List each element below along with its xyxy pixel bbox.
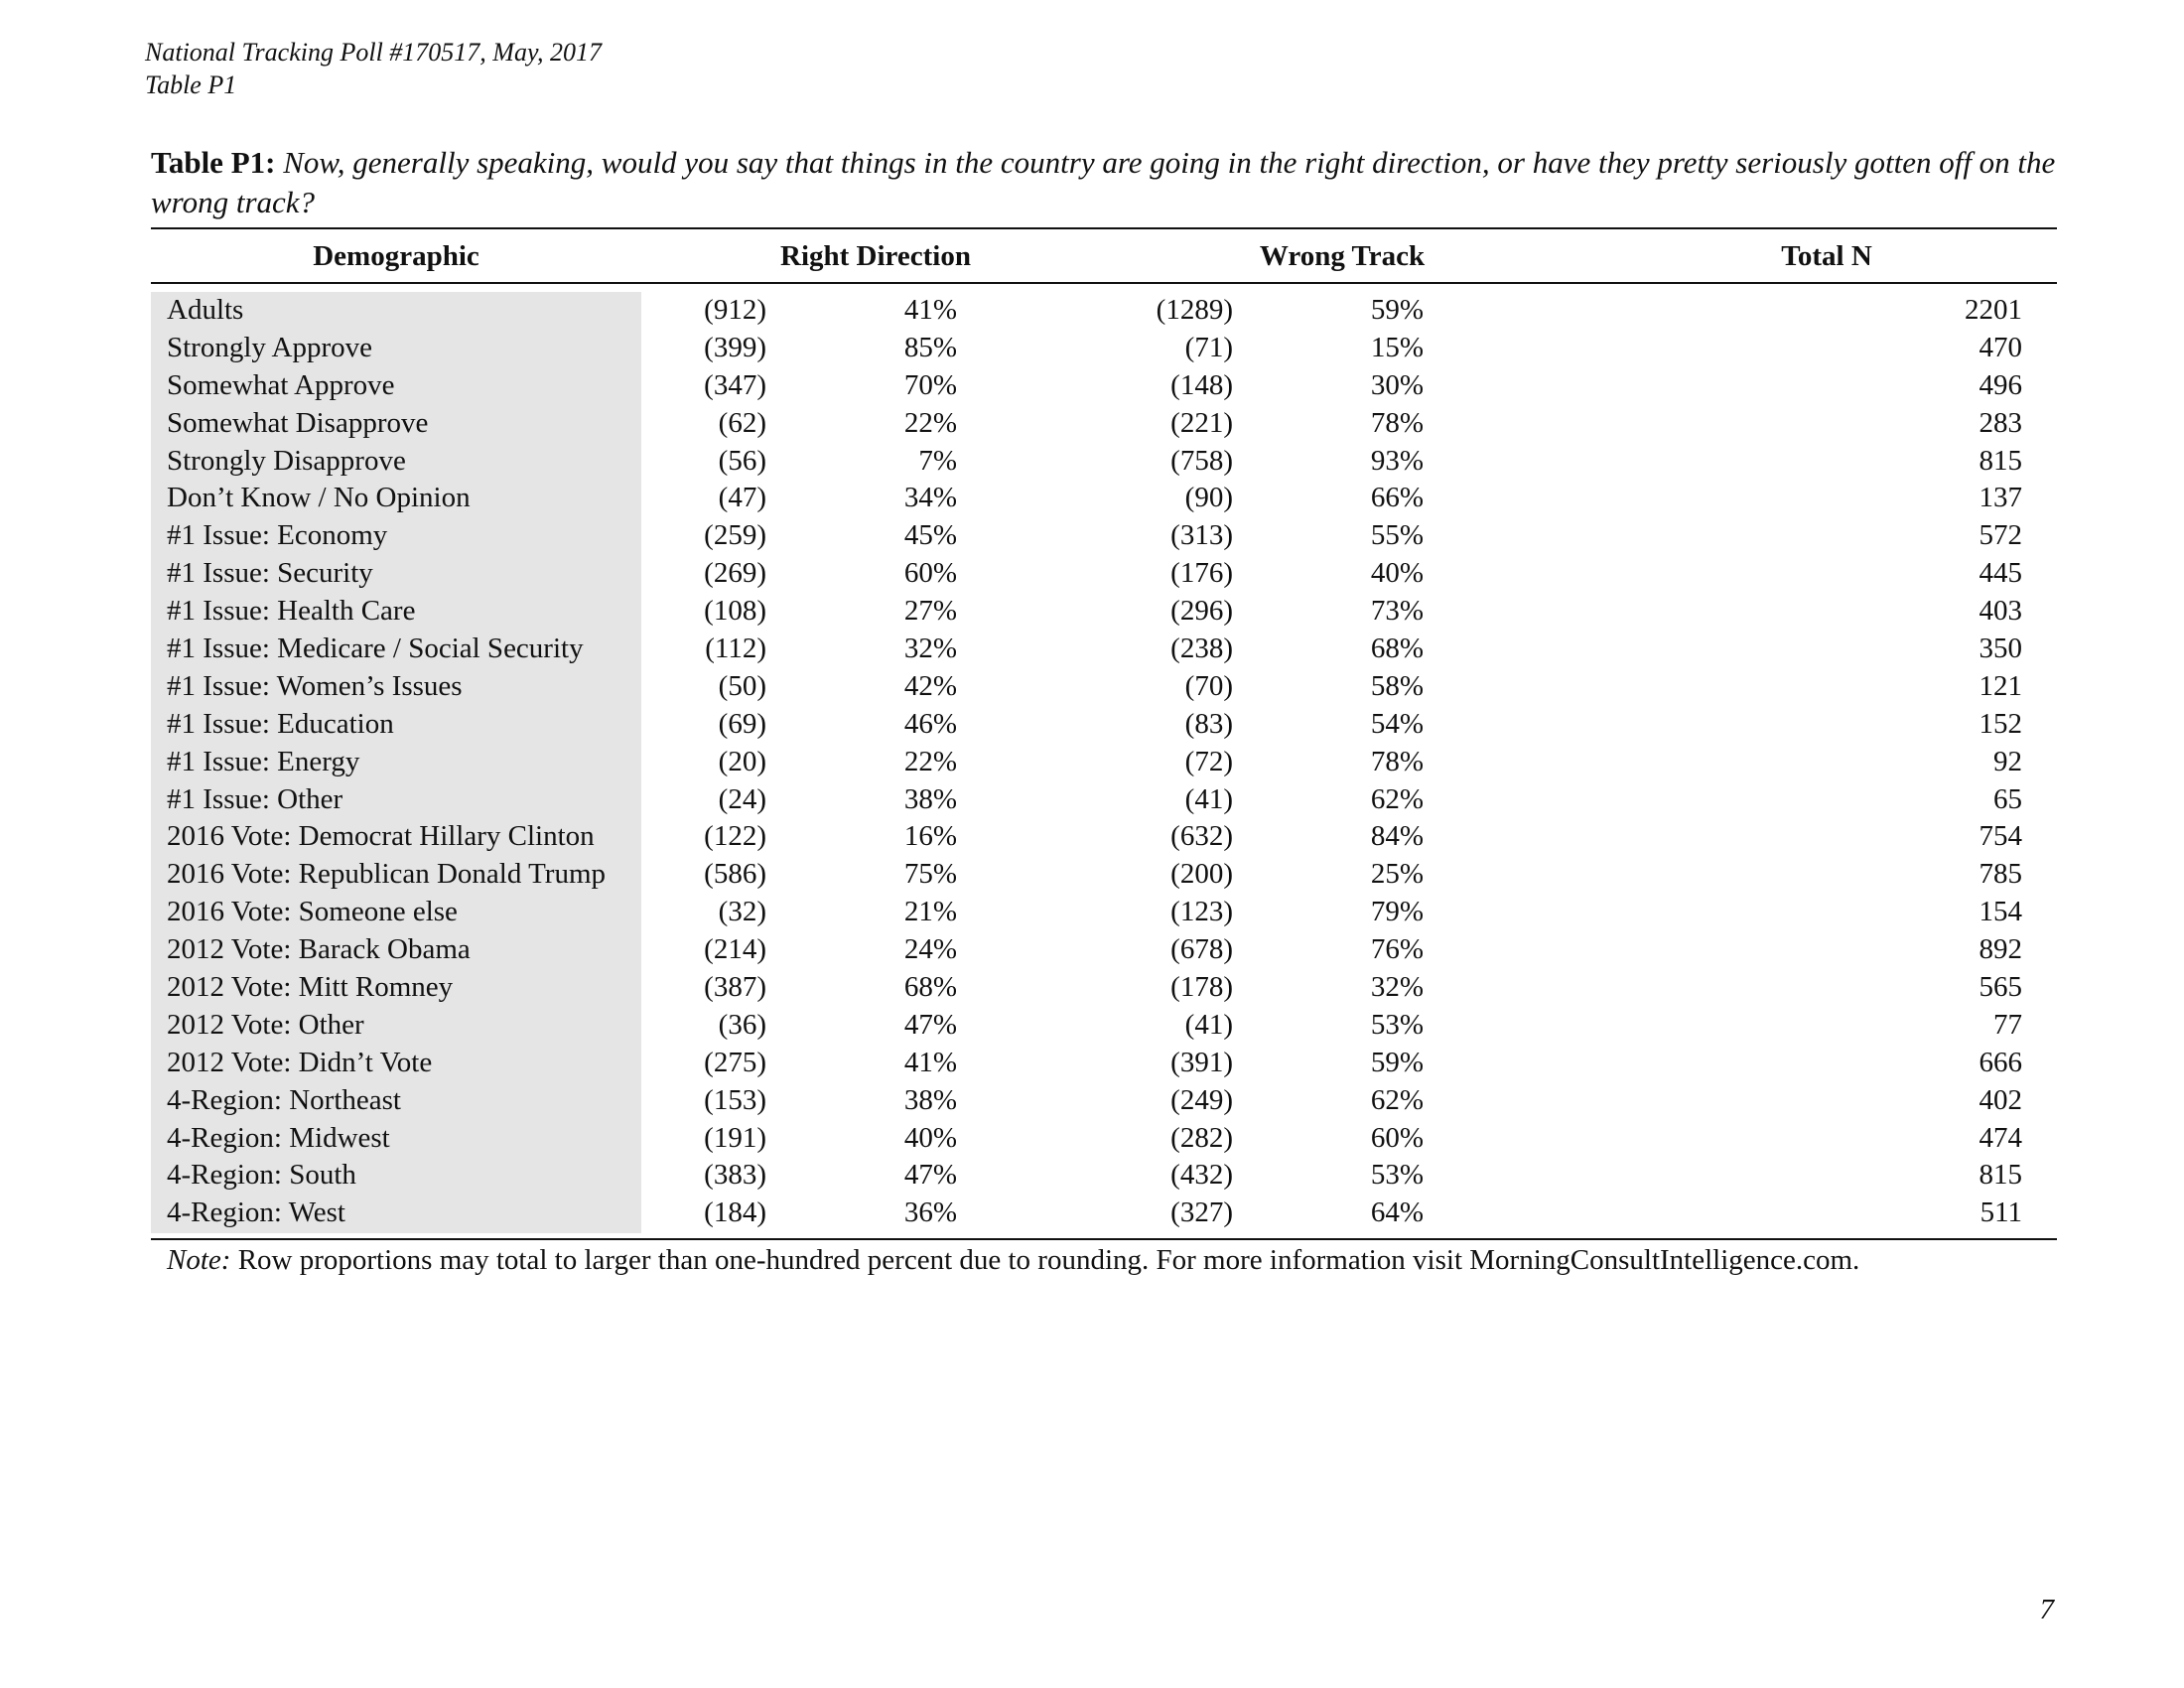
table-row <box>151 292 2057 330</box>
wrong-track-pct: 66% <box>1370 482 1424 514</box>
table-body <box>151 292 2057 1232</box>
wrong-track-pct: 84% <box>1370 820 1424 853</box>
table-row <box>151 555 2057 593</box>
right-direction-pct: 75% <box>903 858 957 891</box>
right-direction-pct: 38% <box>903 782 957 815</box>
wrong-track-n: (238) <box>1170 633 1233 665</box>
total-n: 496 <box>1979 368 2022 401</box>
row-label: #1 Issue: Education <box>167 707 394 740</box>
right-direction-pct: 42% <box>903 669 957 702</box>
total-n: 350 <box>1979 633 2022 665</box>
right-direction-n: (184) <box>704 1196 766 1229</box>
table-row <box>151 894 2057 931</box>
col-header-total-n: Total N <box>1781 240 1872 272</box>
wrong-track-n: (327) <box>1170 1196 1233 1229</box>
total-n: 754 <box>1979 820 2022 853</box>
right-direction-n: (387) <box>704 971 766 1004</box>
wrong-track-pct: 30% <box>1370 368 1424 401</box>
table-row <box>151 818 2057 856</box>
wrong-track-n: (432) <box>1170 1159 1233 1192</box>
total-n: 402 <box>1979 1083 2022 1116</box>
right-direction-pct: 68% <box>903 971 957 1004</box>
table-row <box>151 931 2057 969</box>
total-n: 666 <box>1979 1046 2022 1078</box>
total-n: 152 <box>1979 707 2022 740</box>
table-row <box>151 744 2057 781</box>
right-direction-pct: 36% <box>903 1196 957 1229</box>
table-row <box>151 517 2057 555</box>
wrong-track-n: (200) <box>1170 858 1233 891</box>
total-n: 92 <box>1993 745 2022 777</box>
table-row <box>151 367 2057 405</box>
wrong-track-n: (123) <box>1170 896 1233 928</box>
total-n: 474 <box>1979 1121 2022 1154</box>
col-header-wrong-track: Wrong Track <box>1259 240 1426 272</box>
right-direction-n: (912) <box>704 294 766 326</box>
table-row <box>151 781 2057 819</box>
wrong-track-pct: 76% <box>1370 933 1424 966</box>
wrong-track-pct: 78% <box>1370 406 1424 439</box>
right-direction-pct: 24% <box>903 933 957 966</box>
wrong-track-pct: 40% <box>1370 557 1424 590</box>
row-label: #1 Issue: Other <box>167 782 343 815</box>
total-n: 572 <box>1979 519 2022 552</box>
wrong-track-pct: 62% <box>1370 1083 1424 1116</box>
total-n: 403 <box>1979 595 2022 628</box>
right-direction-n: (56) <box>718 444 766 477</box>
table-row <box>151 1007 2057 1045</box>
col-header-right-direction: Right Direction <box>780 240 971 272</box>
row-label: 2012 Vote: Barack Obama <box>167 933 471 966</box>
wrong-track-pct: 62% <box>1370 782 1424 815</box>
wrong-track-pct: 54% <box>1370 707 1424 740</box>
wrong-track-n: (758) <box>1170 444 1233 477</box>
row-label: #1 Issue: Security <box>167 557 373 590</box>
page-number: 7 <box>2039 1594 2054 1625</box>
caption-question: Now, generally speaking, would you say that things in the country are going in the right direction, or have they pretty seriously gotten off on the wrong track? <box>151 145 2056 219</box>
wrong-track-n: (313) <box>1170 519 1233 552</box>
wrong-track-n: (41) <box>1184 782 1233 815</box>
wrong-track-n: (71) <box>1184 331 1233 363</box>
row-label: 4-Region: Midwest <box>167 1121 390 1154</box>
total-n: 154 <box>1979 896 2022 928</box>
right-direction-n: (122) <box>704 820 766 853</box>
row-label: #1 Issue: Women’s Issues <box>167 669 463 702</box>
right-direction-pct: 7% <box>918 444 957 477</box>
right-direction-pct: 46% <box>903 707 957 740</box>
total-n: 2201 <box>1965 294 2022 326</box>
right-direction-pct: 40% <box>903 1121 957 1154</box>
right-direction-pct: 32% <box>903 633 957 665</box>
row-label: 4-Region: West <box>167 1196 345 1229</box>
wrong-track-n: (176) <box>1170 557 1233 590</box>
right-direction-n: (153) <box>704 1083 766 1116</box>
right-direction-n: (399) <box>704 331 766 363</box>
right-direction-n: (347) <box>704 368 766 401</box>
table-row <box>151 969 2057 1007</box>
right-direction-n: (383) <box>704 1159 766 1192</box>
row-label: Adults <box>167 294 244 326</box>
right-direction-pct: 41% <box>903 1046 957 1078</box>
row-label: 4-Region: South <box>167 1159 356 1192</box>
wrong-track-pct: 55% <box>1370 519 1424 552</box>
wrong-track-n: (41) <box>1184 1008 1233 1041</box>
col-header-demographic: Demographic <box>313 240 479 272</box>
wrong-track-n: (249) <box>1170 1083 1233 1116</box>
row-label: #1 Issue: Energy <box>167 745 360 777</box>
wrong-track-n: (678) <box>1170 933 1233 966</box>
wrong-track-n: (178) <box>1170 971 1233 1004</box>
wrong-track-n: (70) <box>1184 669 1233 702</box>
wrong-track-pct: 59% <box>1370 1046 1424 1078</box>
table-id: Table P1 <box>145 70 237 99</box>
table-note <box>167 1240 1859 1280</box>
wrong-track-pct: 64% <box>1370 1196 1424 1229</box>
right-direction-pct: 45% <box>903 519 957 552</box>
right-direction-n: (32) <box>718 896 766 928</box>
wrong-track-pct: 68% <box>1370 633 1424 665</box>
total-n: 121 <box>1979 669 2022 702</box>
wrong-track-n: (83) <box>1184 707 1233 740</box>
row-label: Strongly Disapprove <box>167 444 406 477</box>
table-row <box>151 668 2057 706</box>
table-row <box>151 631 2057 668</box>
right-direction-n: (24) <box>718 782 766 815</box>
total-n: 815 <box>1979 444 2022 477</box>
poll-title: National Tracking Poll #170517, May, 2017 <box>145 38 603 67</box>
header-bottom-rule <box>151 282 2057 284</box>
page-header <box>145 36 602 101</box>
right-direction-pct: 21% <box>903 896 957 928</box>
right-direction-n: (36) <box>718 1008 766 1041</box>
row-label: 2012 Vote: Mitt Romney <box>167 971 454 1004</box>
wrong-track-pct: 79% <box>1370 896 1424 928</box>
right-direction-n: (50) <box>718 669 766 702</box>
wrong-track-pct: 15% <box>1370 331 1424 363</box>
row-label: #1 Issue: Economy <box>167 519 388 552</box>
row-label: 2016 Vote: Republican Donald Trump <box>167 858 606 891</box>
wrong-track-n: (1289) <box>1156 294 1233 326</box>
right-direction-n: (62) <box>718 406 766 439</box>
row-label: 2016 Vote: Democrat Hillary Clinton <box>167 820 595 853</box>
table-row <box>151 405 2057 443</box>
row-label: Somewhat Approve <box>167 368 395 401</box>
wrong-track-pct: 58% <box>1370 669 1424 702</box>
right-direction-n: (269) <box>704 557 766 590</box>
table-row <box>151 1045 2057 1082</box>
wrong-track-pct: 25% <box>1370 858 1424 891</box>
right-direction-pct: 22% <box>903 745 957 777</box>
table-caption <box>151 143 2057 222</box>
total-n: 283 <box>1979 406 2022 439</box>
wrong-track-n: (391) <box>1170 1046 1233 1078</box>
table-row <box>151 706 2057 744</box>
right-direction-n: (112) <box>705 633 766 665</box>
row-label: 2012 Vote: Didn’t Vote <box>167 1046 433 1078</box>
right-direction-pct: 70% <box>903 368 957 401</box>
caption-label: Table P1: <box>151 145 276 180</box>
table-row <box>151 443 2057 481</box>
total-n: 137 <box>1979 482 2022 514</box>
wrong-track-n: (221) <box>1170 406 1233 439</box>
wrong-track-n: (282) <box>1170 1121 1233 1154</box>
row-label: 4-Region: Northeast <box>167 1083 401 1116</box>
right-direction-pct: 47% <box>903 1008 957 1041</box>
total-n: 565 <box>1979 971 2022 1004</box>
right-direction-n: (214) <box>704 933 766 966</box>
right-direction-pct: 38% <box>903 1083 957 1116</box>
table-row <box>151 480 2057 517</box>
wrong-track-pct: 73% <box>1370 595 1424 628</box>
right-direction-pct: 85% <box>903 331 957 363</box>
wrong-track-pct: 32% <box>1370 971 1424 1004</box>
table-row <box>151 856 2057 894</box>
total-n: 511 <box>1979 1196 2022 1229</box>
row-label: #1 Issue: Medicare / Social Security <box>167 633 584 665</box>
note-text: Row proportions may total to larger than one-hundred percent due to rounding. For more information visit MorningConsultIntelligence.com. <box>237 1244 1860 1276</box>
row-label: 2016 Vote: Someone else <box>167 896 458 928</box>
table-row <box>151 1195 2057 1232</box>
table-row <box>151 1120 2057 1158</box>
table-top-rule <box>151 227 2057 229</box>
right-direction-pct: 27% <box>903 595 957 628</box>
row-label: 2012 Vote: Other <box>167 1008 364 1041</box>
total-n: 65 <box>1993 782 2022 815</box>
wrong-track-n: (90) <box>1184 482 1233 514</box>
total-n: 815 <box>1979 1159 2022 1192</box>
row-label: Somewhat Disapprove <box>167 406 429 439</box>
total-n: 77 <box>1993 1008 2022 1041</box>
total-n: 892 <box>1979 933 2022 966</box>
wrong-track-n: (148) <box>1170 368 1233 401</box>
right-direction-pct: 16% <box>903 820 957 853</box>
wrong-track-pct: 53% <box>1370 1008 1424 1041</box>
wrong-track-n: (296) <box>1170 595 1233 628</box>
right-direction-pct: 60% <box>903 557 957 590</box>
total-n: 445 <box>1979 557 2022 590</box>
total-n: 785 <box>1979 858 2022 891</box>
right-direction-n: (586) <box>704 858 766 891</box>
wrong-track-pct: 53% <box>1370 1159 1424 1192</box>
table-row <box>151 1082 2057 1120</box>
row-label: Don’t Know / No Opinion <box>167 482 471 514</box>
row-label: Strongly Approve <box>167 331 373 363</box>
right-direction-n: (47) <box>718 482 766 514</box>
note-label: Note: <box>167 1244 231 1276</box>
wrong-track-pct: 93% <box>1370 444 1424 477</box>
wrong-track-n: (632) <box>1170 820 1233 853</box>
wrong-track-pct: 59% <box>1370 294 1424 326</box>
table-row <box>151 330 2057 367</box>
right-direction-n: (259) <box>704 519 766 552</box>
right-direction-n: (275) <box>704 1046 766 1078</box>
wrong-track-n: (72) <box>1184 745 1233 777</box>
right-direction-n: (191) <box>704 1121 766 1154</box>
right-direction-pct: 22% <box>903 406 957 439</box>
right-direction-n: (69) <box>718 707 766 740</box>
right-direction-pct: 34% <box>903 482 957 514</box>
wrong-track-pct: 60% <box>1370 1121 1424 1154</box>
table-row <box>151 1157 2057 1195</box>
total-n: 470 <box>1979 331 2022 363</box>
right-direction-pct: 47% <box>903 1159 957 1192</box>
table-row <box>151 593 2057 631</box>
right-direction-n: (108) <box>704 595 766 628</box>
row-label: #1 Issue: Health Care <box>167 595 416 628</box>
right-direction-n: (20) <box>718 745 766 777</box>
wrong-track-pct: 78% <box>1370 745 1424 777</box>
right-direction-pct: 41% <box>903 294 957 326</box>
